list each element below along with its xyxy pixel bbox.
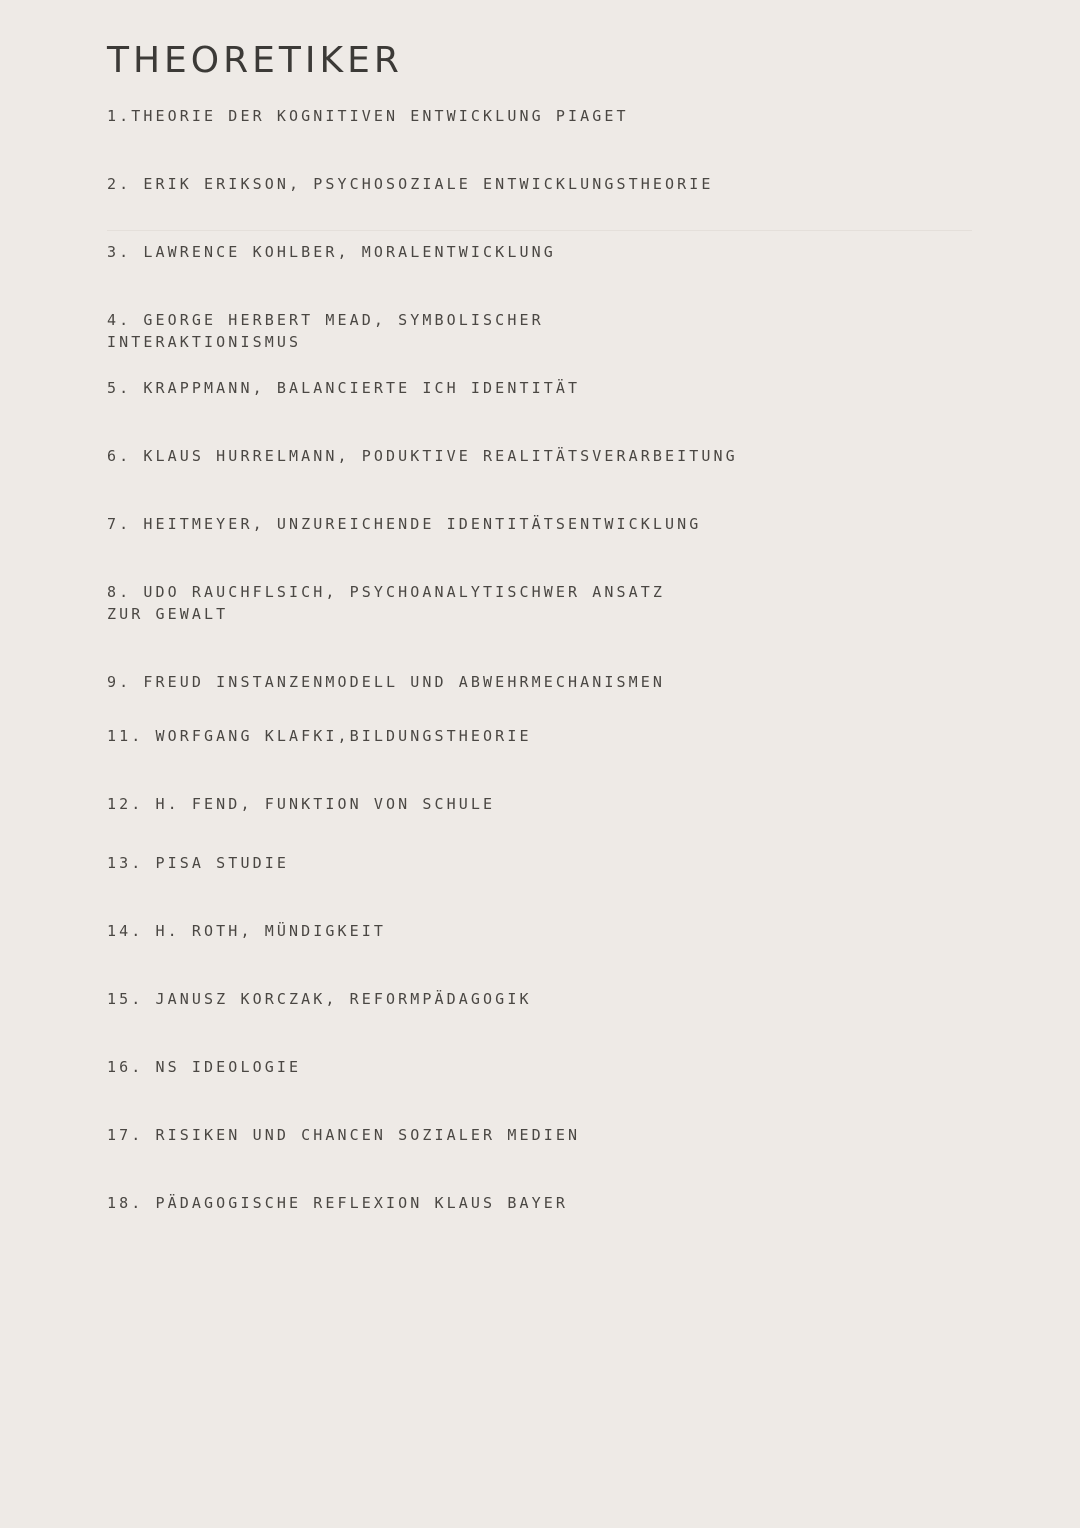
divider <box>107 230 972 231</box>
list-item: 1.THEORIE DER KOGNITIVEN ENTWICKLUNG PIAGET <box>107 107 629 125</box>
list-item: 12. H. FEND, FUNKTION VON SCHULE <box>107 795 496 813</box>
page-title: THEORETIKER <box>107 40 403 81</box>
list-item: 14. H. ROTH, MÜNDIGKEIT <box>107 922 387 940</box>
list-item: 4. GEORGE HERBERT MEAD, SYMBOLISCHER INTERAKTIONISMUS <box>107 311 556 351</box>
list-item: 9. FREUD INSTANZENMODELL UND ABWEHRMECHANISMEN <box>107 673 666 691</box>
list-item: 17. RISIKEN UND CHANCEN SOZIALER MEDIEN <box>107 1126 581 1144</box>
list-item: 16. NS IDEOLOGIE <box>107 1058 302 1076</box>
list-item: 6. KLAUS HURRELMANN, PODUKTIVE REALITÄTSVERARBEITUNG <box>107 447 738 465</box>
list-item: 7. HEITMEYER, UNZUREICHENDE IDENTITÄTSENTWICKLUNG <box>107 515 702 533</box>
list-item: 13. PISA STUDIE <box>107 854 289 872</box>
list-item: 11. WORFGANG KLAFKI,BILDUNGSTHEORIE <box>107 727 532 745</box>
list-item: 5. KRAPPMANN, BALANCIERTE ICH IDENTITÄT <box>107 379 581 397</box>
list-item: 3. LAWRENCE KOHLBER, MORALENTWICKLUNG <box>107 243 556 261</box>
list-item: 15. JANUSZ KORCZAK, REFORMPÄDAGOGIK <box>107 990 532 1008</box>
list-item: 18. PÄDAGOGISCHE REFLEXION KLAUS BAYER <box>107 1194 568 1212</box>
list-item: 2. ERIK ERIKSON, PSYCHOSOZIALE ENTWICKLUNGSTHEORIE <box>107 175 714 193</box>
list-item: 8. UDO RAUCHFLSICH, PSYCHOANALYTISCHWER ANSATZ ZUR GEWALT <box>107 583 678 623</box>
